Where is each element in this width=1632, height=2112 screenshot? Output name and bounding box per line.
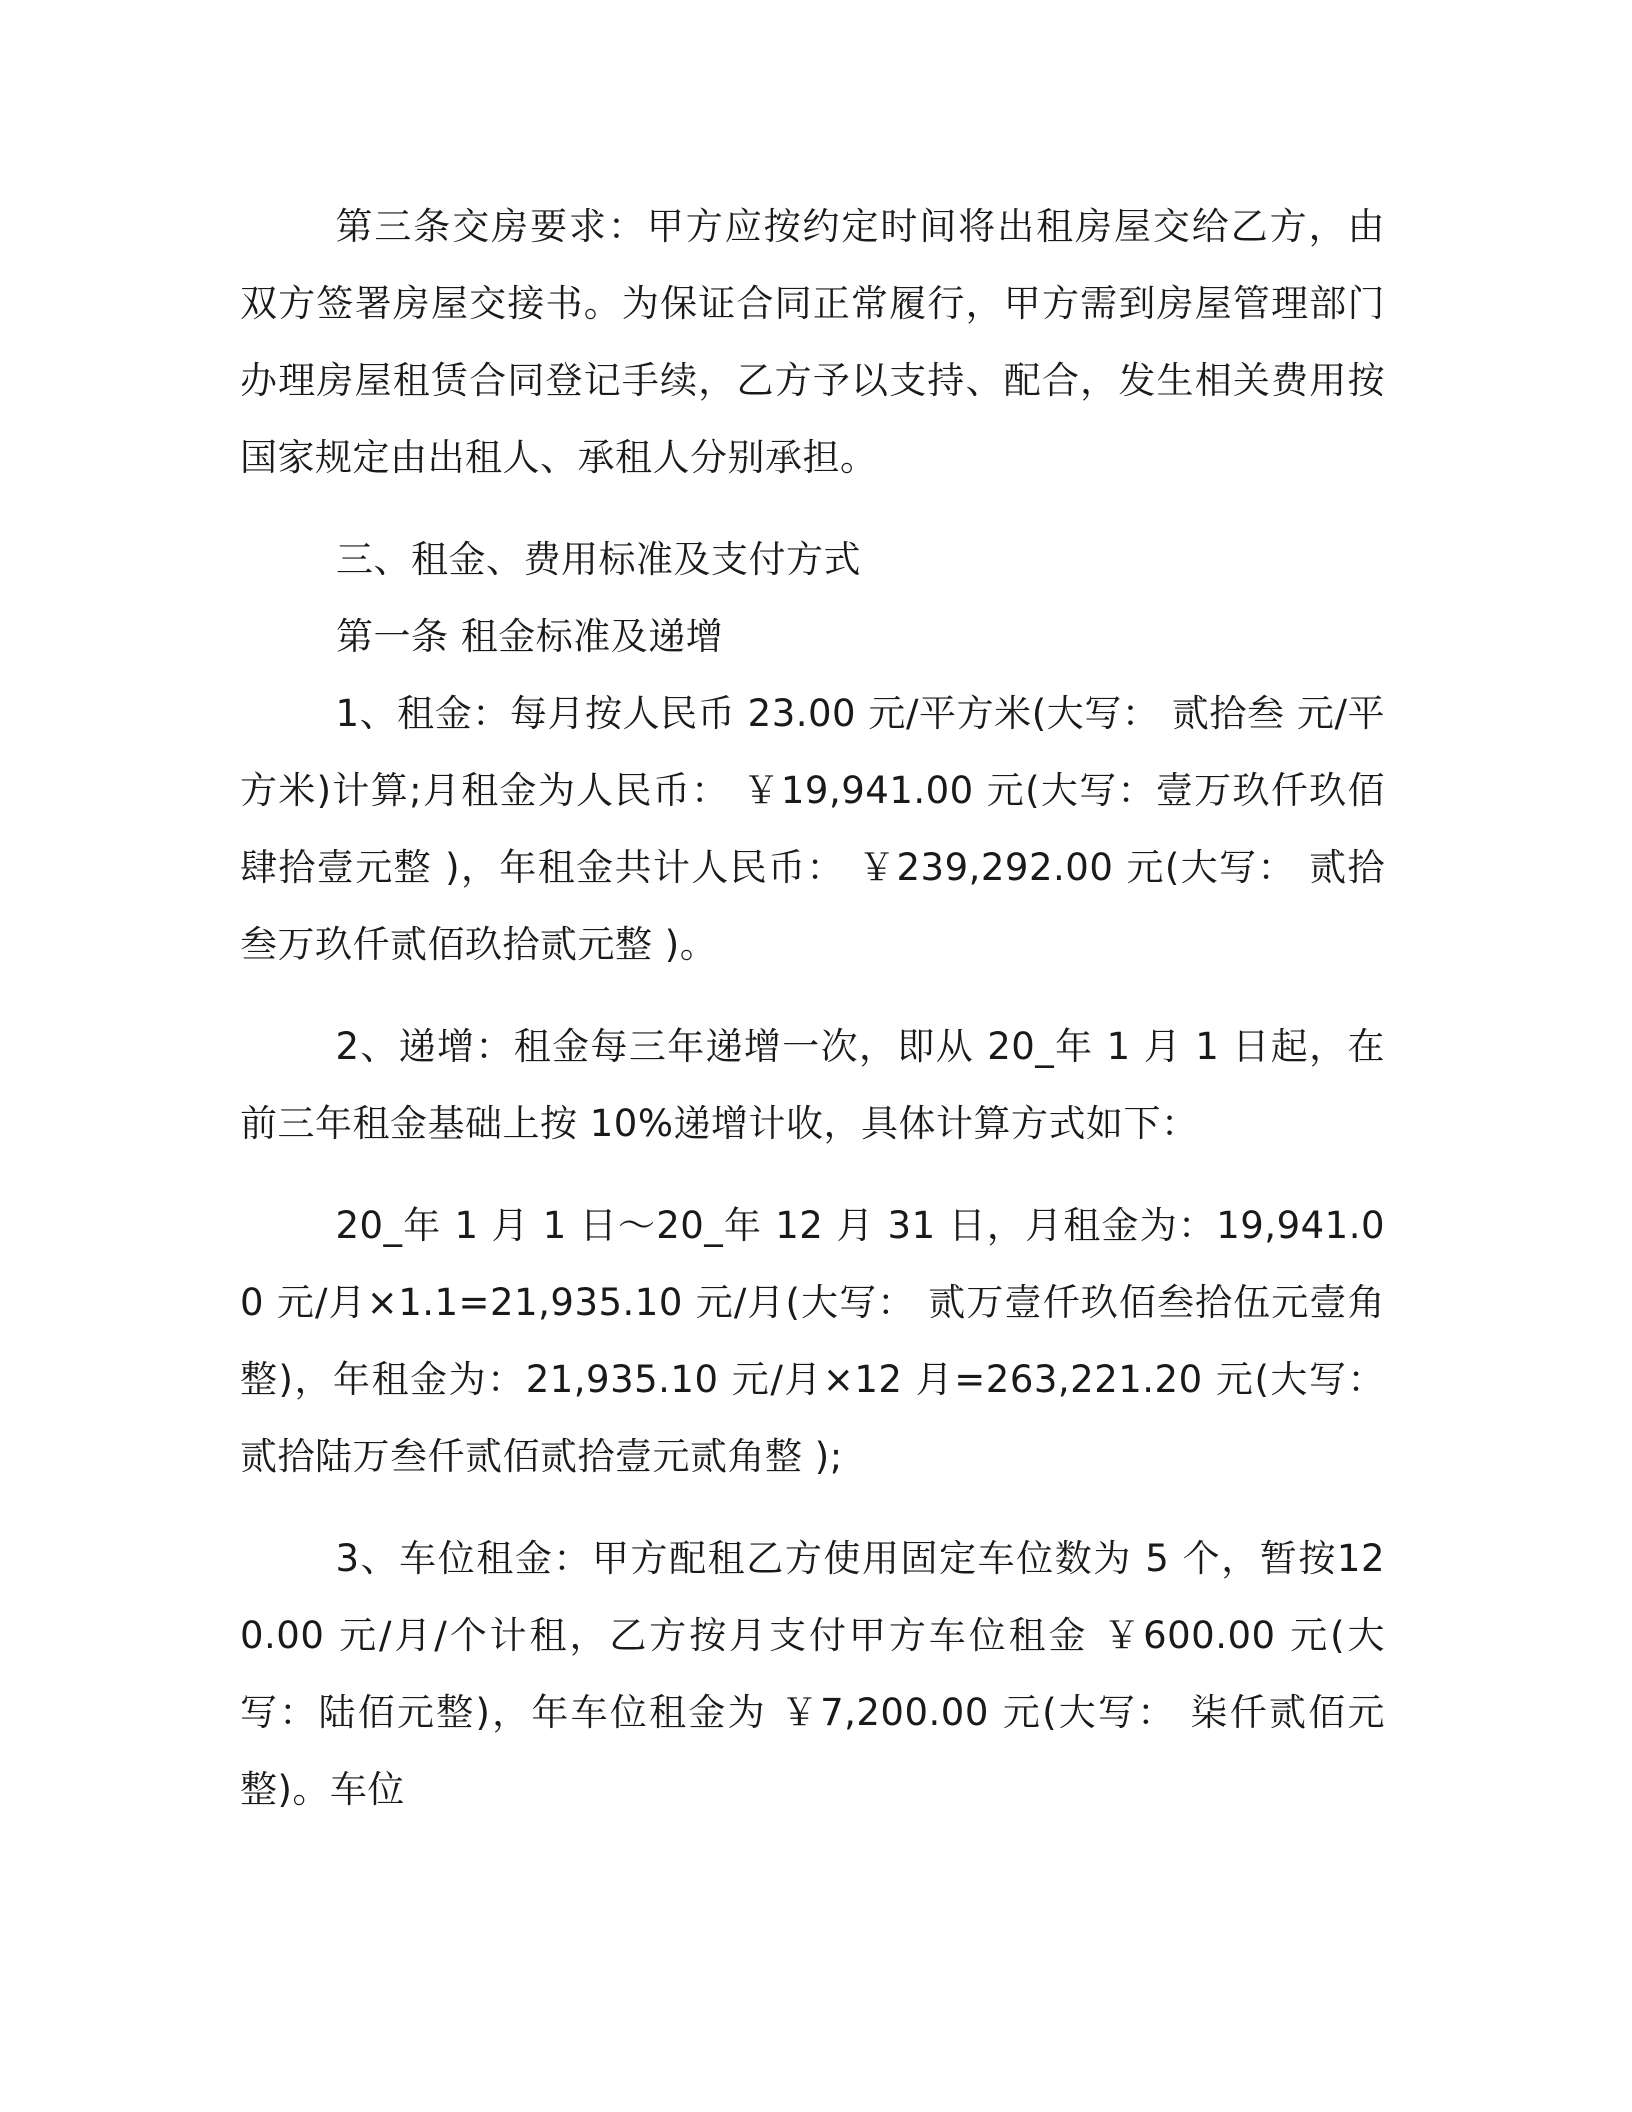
paragraph-increase-calculation: 20_年 1 月 1 日～20_年 12 月 31 日，月租金为：19,941.00 元/月×1.1=21,935.10 元/月(大写： 贰万壹仟玖佰叁拾伍元壹角整)，年租金为：21,935.10 元/月×12 月=263,221.20 元(大写： 贰拾陆万叁仟贰佰贰拾壹元贰角整 ); bbox=[240, 1204, 1385, 1478]
paragraph-rent-amount: 1、租金：每月按人民币 23.00 元/平方米(大写： 贰拾叁 元/平方米)计算;月租金为人民币： ￥19,941.00 元(大写：壹万玖仟玖佰肆拾壹元整 )，年租金共计人民币： ￥239,292.00 元(大写： 贰拾叁万玖仟贰佰玖拾贰元整 )。 bbox=[240, 692, 1385, 966]
section-heading-rent-fees: 三、租金、费用标准及支付方式 bbox=[336, 538, 861, 581]
paragraph-parking-rent: 3、车位租金：甲方配租乙方使用固定车位数为 5 个，暂按120.00 元/月/个计租，乙方按月支付甲方车位租金 ￥600.00 元(大写：陆佰元整)，年车位租金为 ￥7,200.00 元(大写： 柒仟贰佰元整)。车位 bbox=[240, 1537, 1385, 1811]
paragraph-article3-handover: 第三条交房要求：甲方应按约定时间将出租房屋交给乙方，由双方签署房屋交接书。为保证合同正常履行，甲方需到房屋管理部门办理房屋租赁合同登记手续，乙方予以支持、配合，发生相关费用按国家规定由出租人、承租人分别承担。 bbox=[240, 205, 1385, 479]
paragraph-rent-increase: 2、递增：租金每三年递增一次，即从 20_年 1 月 1 日起，在前三年租金基础上按 10%递增计收，具体计算方式如下： bbox=[240, 1025, 1385, 1145]
document-body bbox=[240, 188, 1385, 1828]
article-heading-rent-standard: 第一条 租金标准及递增 bbox=[336, 615, 724, 658]
